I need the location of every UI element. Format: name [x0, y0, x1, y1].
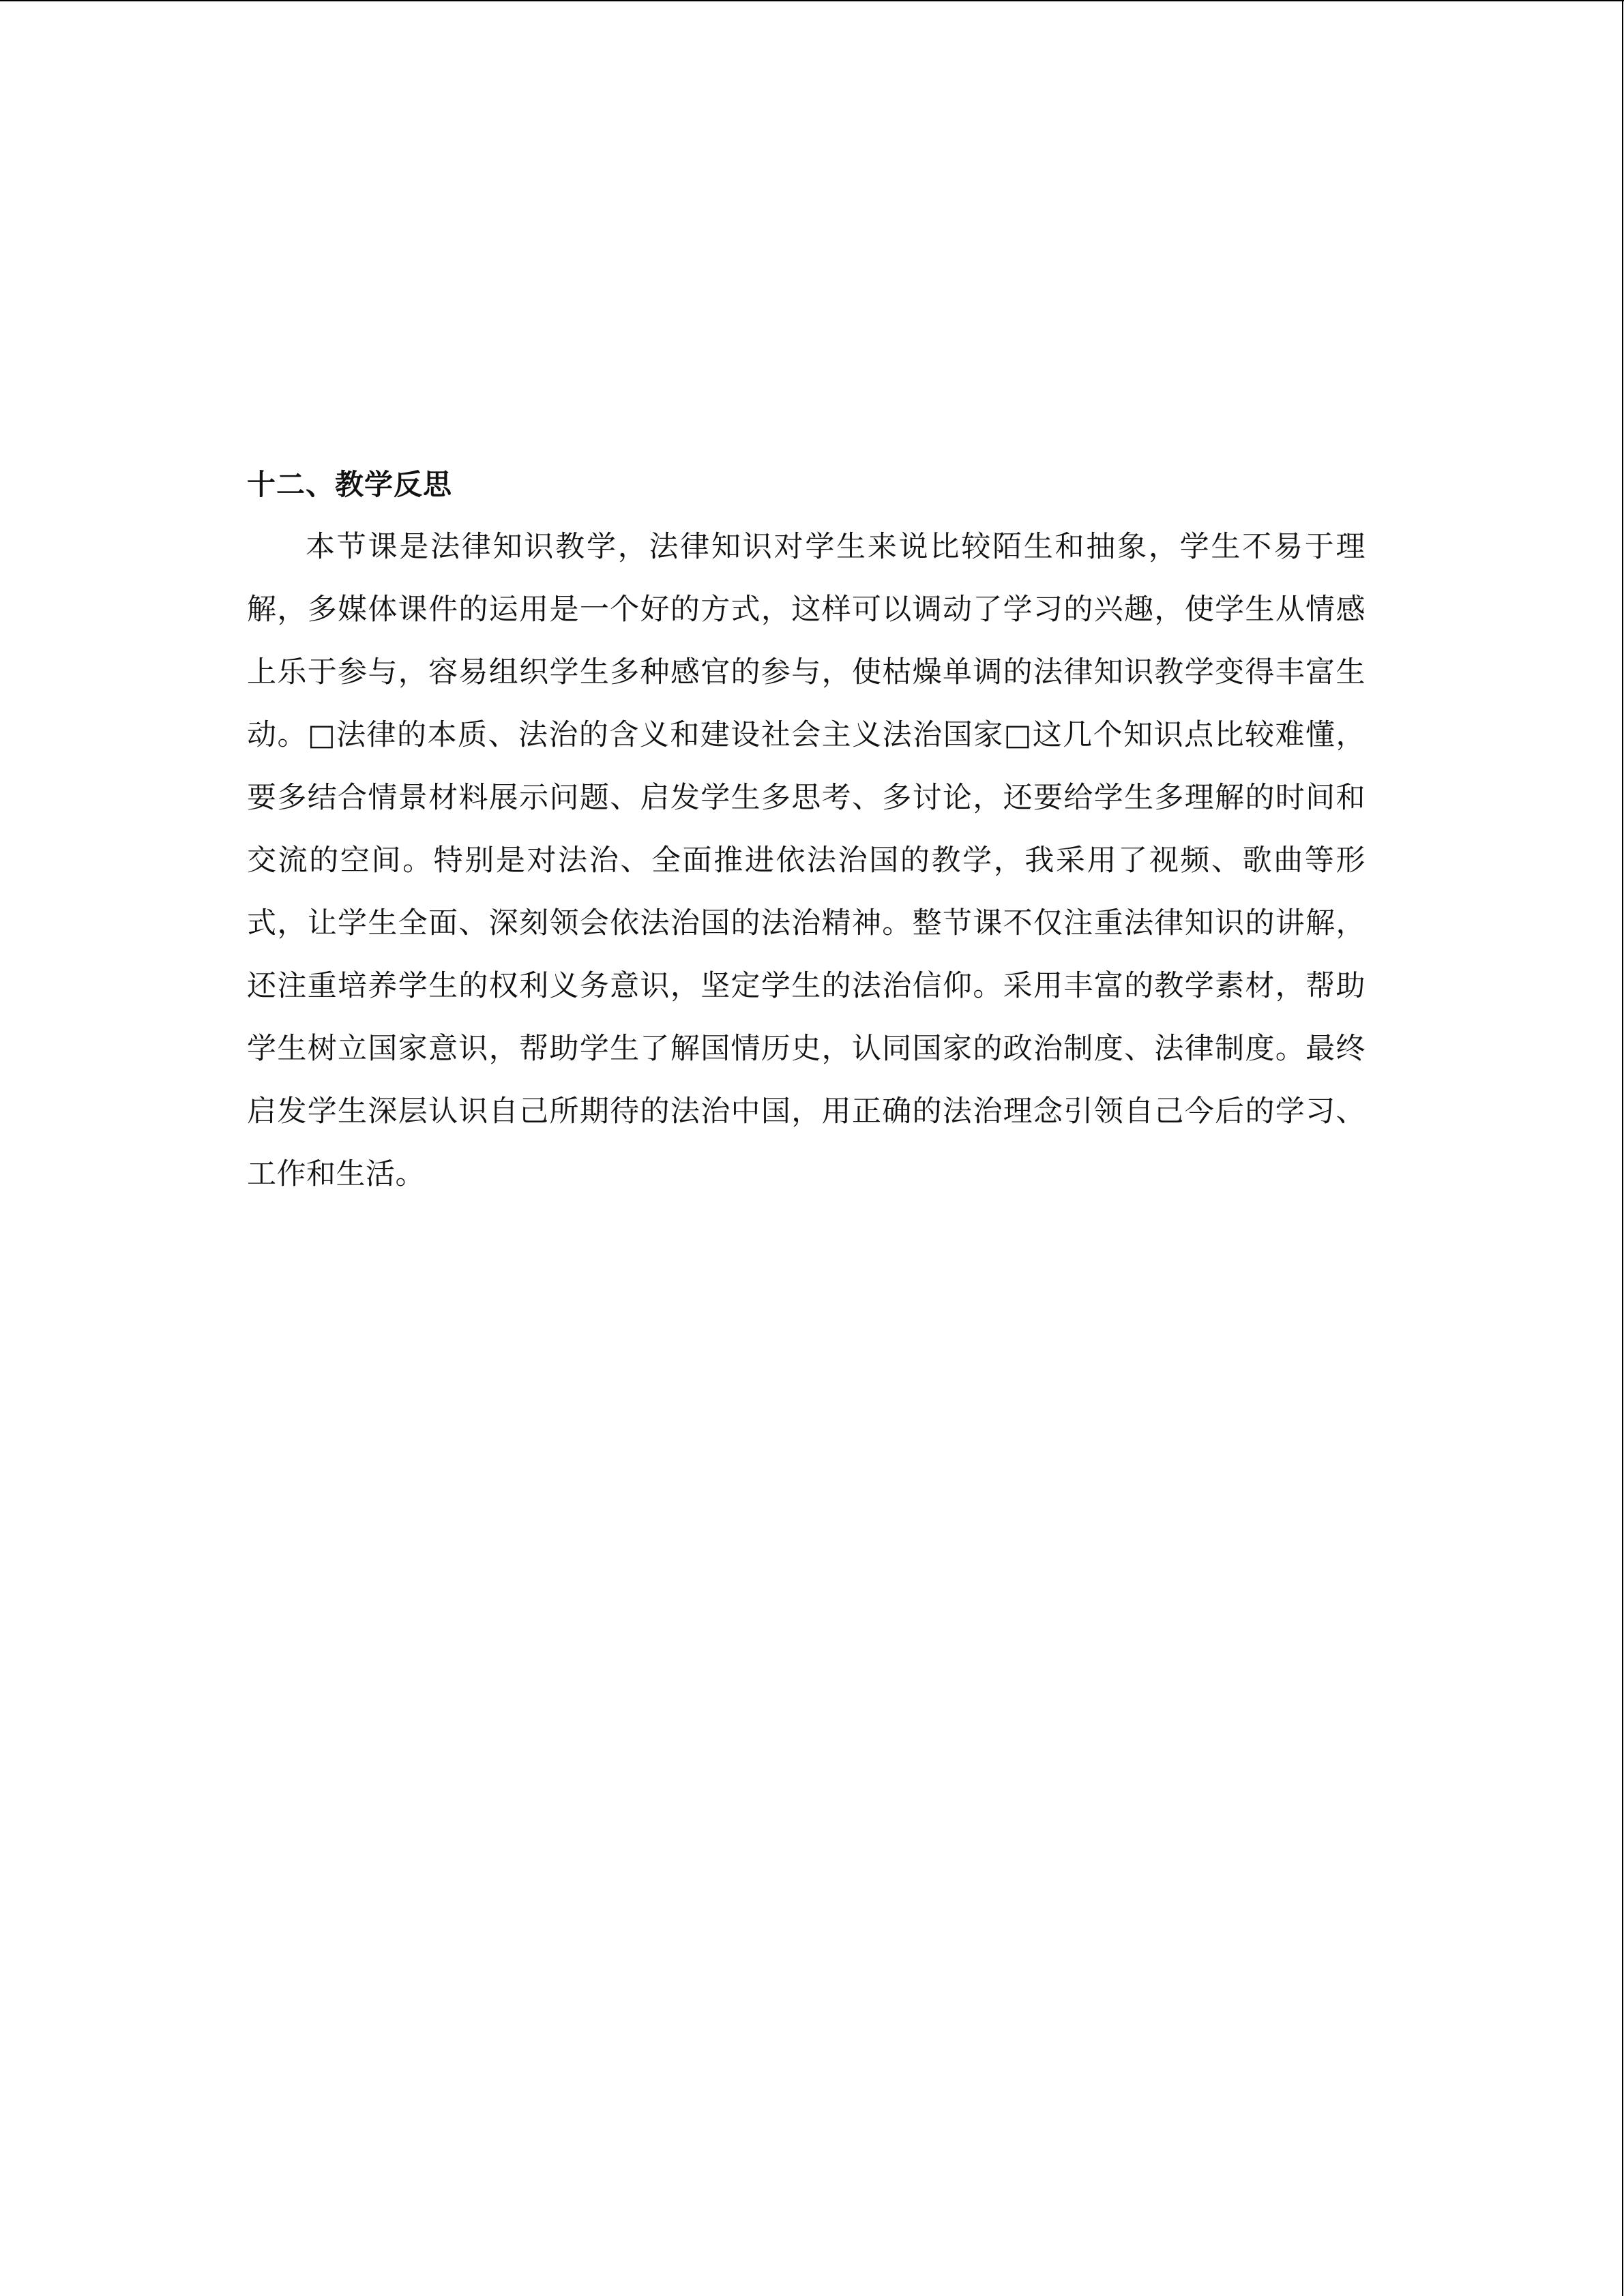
- page-border-right: [1622, 0, 1623, 2296]
- page-border-top: [0, 0, 1624, 1]
- section-heading: 十二、教学反思: [247, 468, 453, 501]
- body-paragraph: 本节课是法律知识教学，法律知识对学生来说比较陌生和抽象，学生不易于理解，多媒体课件的运用是一个好的方式，这样可以调动了学习的兴趣，使学生从情感上乐于参与，容易组织学生多种感官的参与，使枯燥单调的法律知识教学变得丰富生动。□法律的本质、法治的含义和建设社会主义法治国家□这几个知识点比较难懂，要多结合情景材料展示问题、启发学生多思考、多讨论，还要给学生多理解的时间和交流的空间。特别是对法治、全面推进依法治国的教学，我采用了视频、歌曲等形式，让学生全面、深刻领会依法治国的法治精神。整节课不仅注重法律知识的讲解，还注重培养学生的权利义务意识，坚定学生的法治信仰。采用丰富的教学素材，帮助学生树立国家意识，帮助学生了解国情历史，认同国家的政治制度、法律制度。最终启发学生深层认识自己所期待的法治中国，用正确的法治理念引领自己今后的学习、工作和生活。: [247, 530, 1365, 1191]
- document-content: [247, 465, 1365, 1206]
